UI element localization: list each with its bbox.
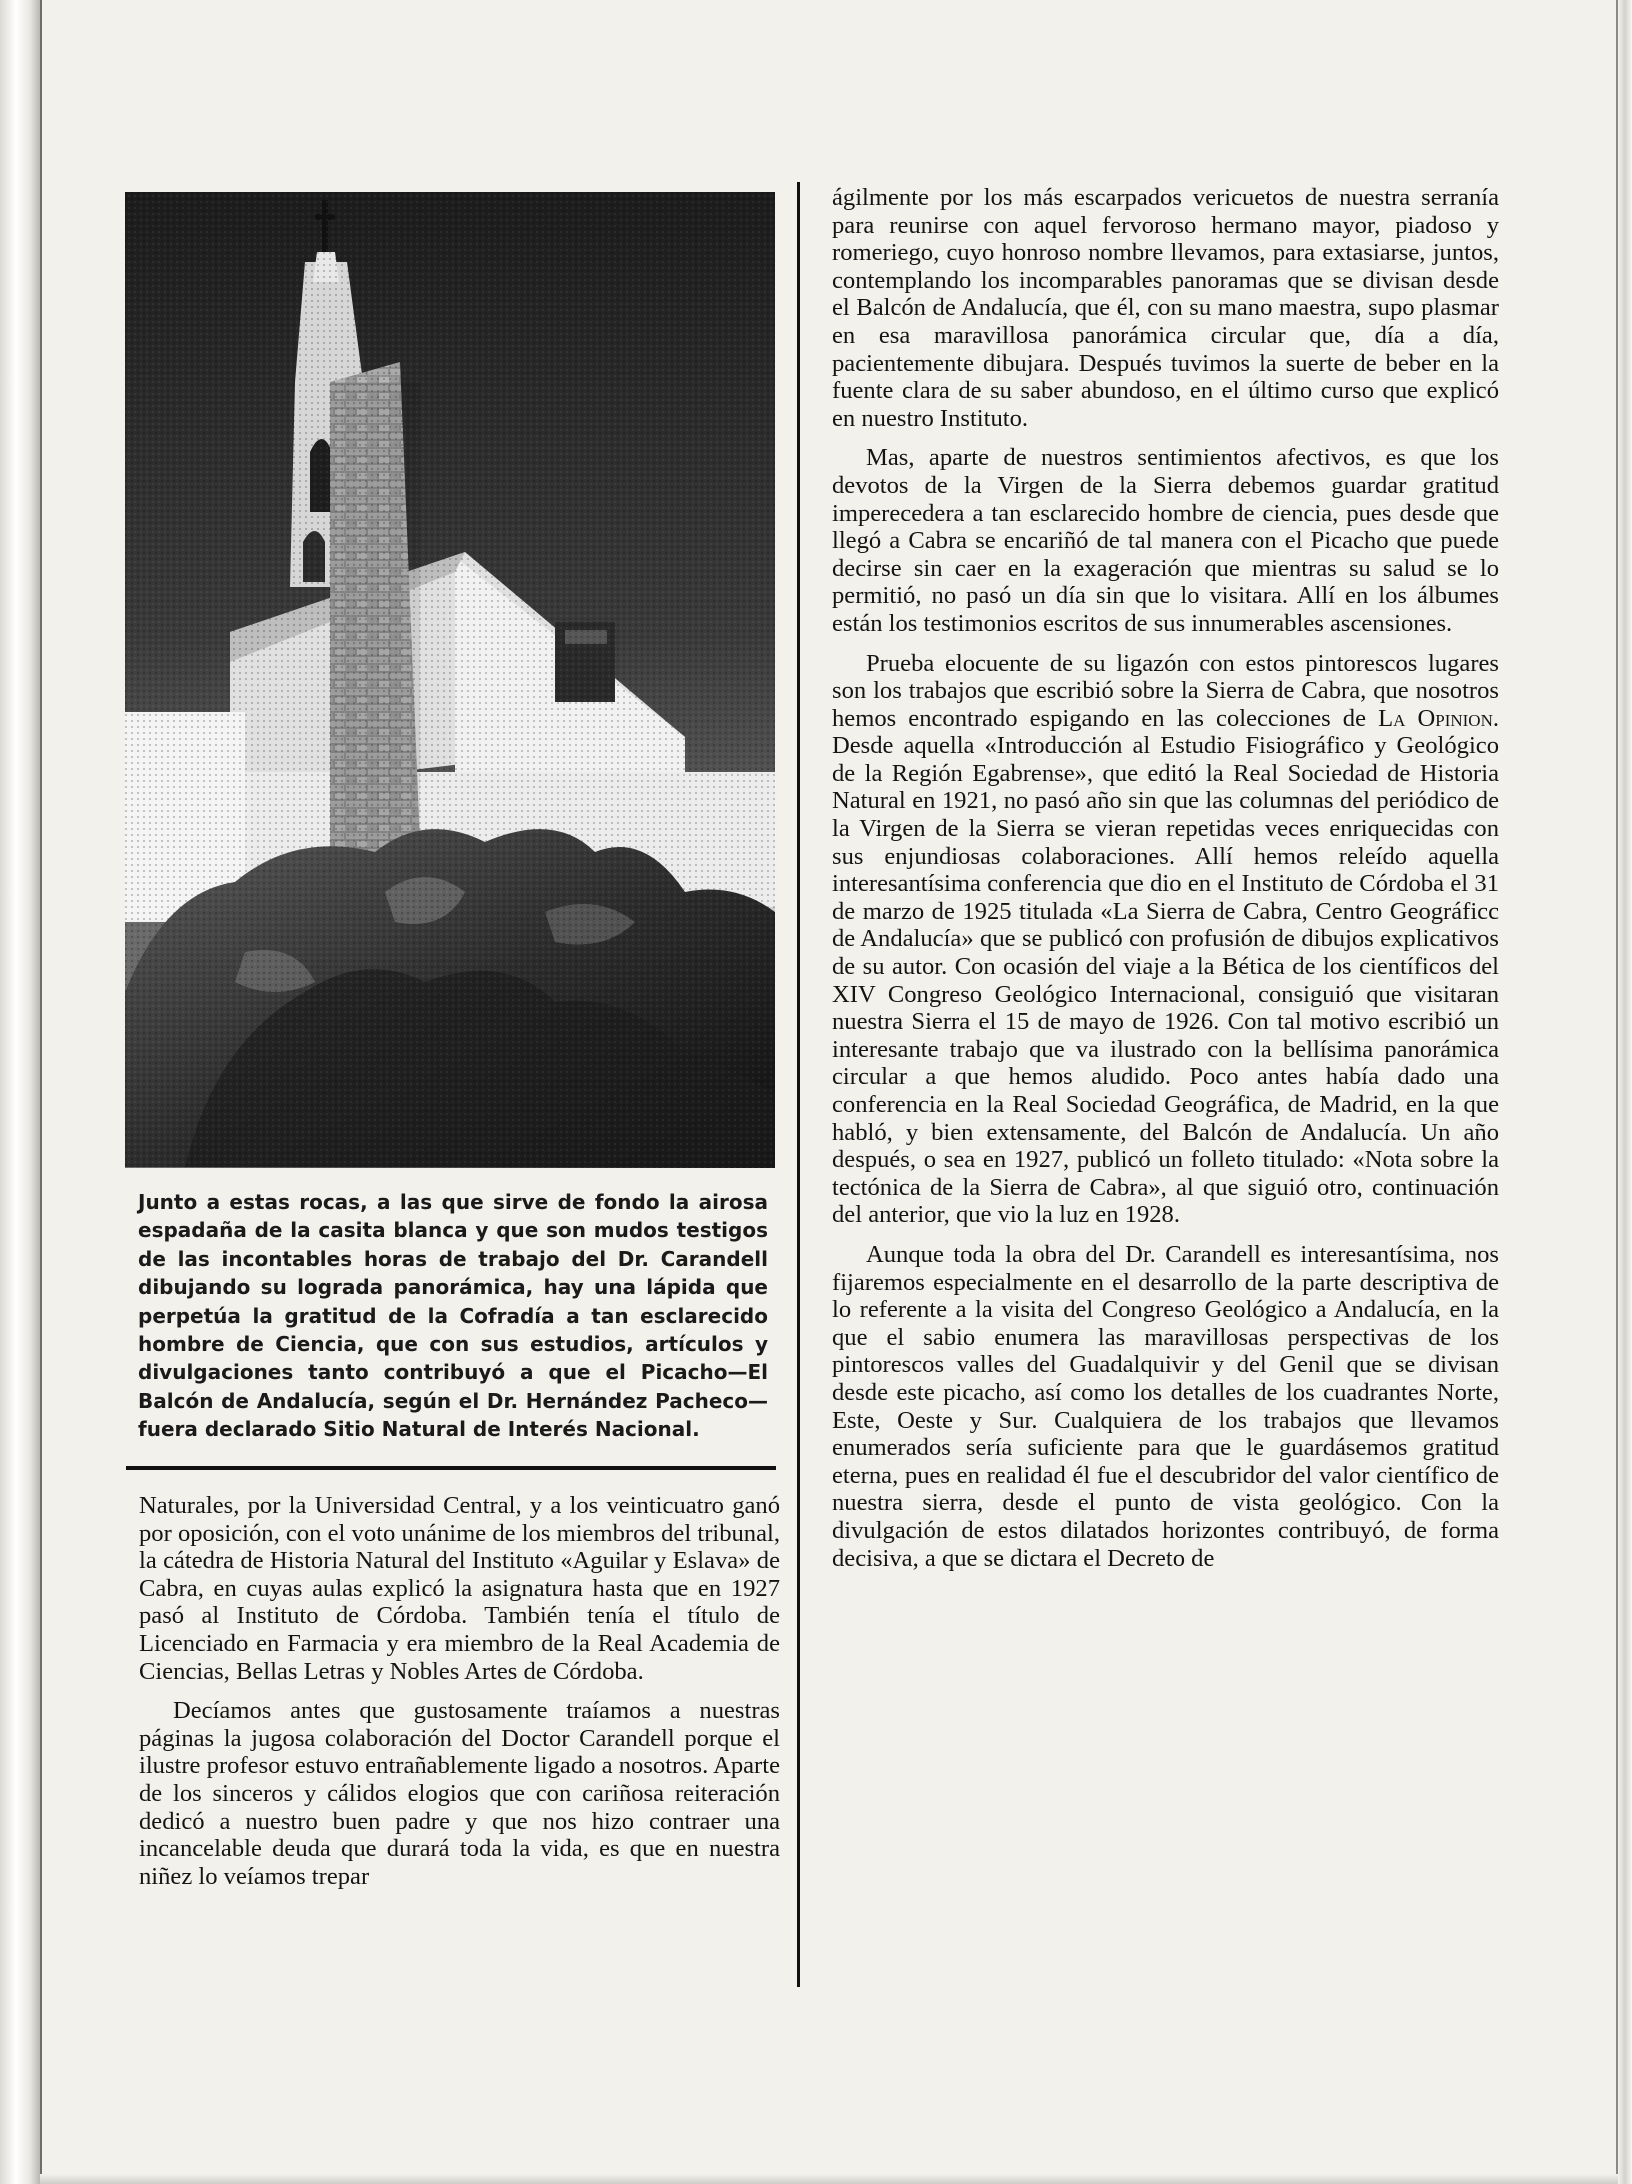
- paragraph: Aunque toda la obra del Dr. Carandell es interesantísima, nos fijaremos especialmente en el desarrollo de la parte descriptiva de lo referente a la visita del Congreso Geológico a Andalucía, en la que el sabio enumera las maravillosas perspectivas de los pintorescos valles del Guadalquivir y del Genil que se divisan desde este picacho, así como los detalles de los cuadrantes Norte, Este, Oeste y Sur. Cualquiera de los trabajos que llevamos enumerados sería suficiente para que le guardásemos gratitud eterna, pues en realidad él fue el descubridor del valor científico de nuestra sierra, desde el punto de vista geológico. Con la divulgación de estos dilatados horizontes contribuyó, de forma decisiva, a que se dictara el Decreto de: [832, 1240, 1499, 1572]
- left-column: [139, 1492, 780, 1902]
- column-divider: [797, 182, 800, 1987]
- paragraph-text: . Desde aquella «Introducción al Estudio Fisiográfico y Geológico de la Región Egabrense», que editó la Real Sociedad de Historia Natural en 1921, no pasó año sin que las columnas del periódico de la Virgen de la Sierra se vieran repetidas veces enriquecidas con sus enjundiosas colaboraciones. Allí hemos releído aquella interesantísima conferencia que dio en el Instituto de Córdoba el 31 de marzo de 1925 titulada «La Sierra de Cabra, Centro Geográficc de Andalucía» que se publicó con profusión de dibujos explicativos de su autor. Con ocasión del viaje a la Bética de los científicos del XIV Congreso Geológico Internacional, consiguió que visitaran nuestra Sierra el 15 de mayo de 1926. Con tal motivo escribió un interesante trabajo que va ilustrado con la bellísima panorámica circular a que hemos aludido. Poco antes había dado una conferencia en la Real Sociedad Geográfica, de Madrid, en la que habló, y bien extensamente, del Balcón de Andalucía. Un año después, o sea en 1927, publicó un folleto titulado: «Nota sobre la tectónica de la Sierra de Cabra», al que siguió otro, continuación del anterior, que vio la luz en 1928.: [832, 704, 1499, 1229]
- photo-caption: Junto a estas rocas, a las que sirve de fondo la airosa espadaña de la casita blanca y que son mudos testigos de las incontables horas de trabajo del Dr. Carandell dibujando su lograda panorámica, hay una lápida que perpetúa la gratitud de la Cofradía a tan esclarecido hombre de Ciencia, que con sus estudios, artículos y divulgaciones tanto contribuyó a que el Picacho—El Balcón de Andalucía, según el Dr. Hernández Pacheco—fuera declarado Sitio Natural de Interés Nacional.: [138, 1190, 768, 1442]
- page-edge: [1616, 0, 1632, 2184]
- paragraph: [832, 650, 1499, 1229]
- binding-edge: [0, 0, 42, 2184]
- paragraph: Mas, aparte de nuestros sentimientos afectivos, es que los devotos de la Virgen de la Sierra debemos guardar gratitud imperecedera a tan esclarecido hombre de ciencia, pues desde que llegó a Cabra se encariñó de tal manera con el Picacho que puede decirse sin caer en la exageración que mientras su salud se lo permitió, no pasó un día sin que lo visitara. Allí en los álbumes están los testimonios escritos de sus innumerables ascensiones.: [832, 444, 1499, 637]
- paragraph: Decíamos antes que gustosamente traíamos a nuestras páginas la jugosa colaboración del Doctor Carandell porque el ilustre profesor estuvo entrañablemente ligado a nosotros. Aparte de los sinceros y cálidos elogios que con cariñosa reiteración dedicó a nuestro buen padre y que nos hizo contraer una incancelable deuda que durará toda la vida, es que en nuestra niñez lo veíamos trepar: [139, 1697, 780, 1890]
- page-edge-bottom: [40, 2174, 1618, 2184]
- chapel-photo: [125, 192, 775, 1168]
- newspaper-name: La Opinion: [1378, 704, 1493, 732]
- caption-divider: [126, 1466, 776, 1470]
- paragraph-text: Prueba elocuente de su ligazón con estos pintorescos lugares son los trabajos que escribió sobre la Sierra de Cabra, que nosotros hemos encontrado espigando en las colecciones de: [832, 649, 1499, 732]
- paragraph: ágilmente por los más escarpados vericuetos de nuestra serranía para reunirse con aquel fervoroso hermano mayor, piadoso y romeriego, cuyo honroso nombre llevamos, para extasiarse, juntos, contemplando los incomparables panoramas que se divisan desde el Balcón de Andalucía, que él, con su mano maestra, supo plasmar en esa maravillosa panorámica circular que, día a día, pacientemente dibujara. Después tuvimos la suerte de beber en la fuente clara de su saber abundoso, en el último curso que explicó en nuestro Instituto.: [832, 184, 1499, 432]
- paragraph: Naturales, por la Universidad Central, y a los veinticuatro ganó por oposición, con el voto unánime de los miembros del tribunal, la cátedra de Historia Natural del Instituto «Aguilar y Eslava» de Cabra, en cuyas aulas explicó la asignatura hasta que en 1927 pasó al Instituto de Córdoba. También tenía el título de Licenciado en Farmacia y era miembro de la Real Academia de Ciencias, Bellas Letras y Nobles Artes de Córdoba.: [139, 1492, 780, 1685]
- right-column: [832, 184, 1499, 1584]
